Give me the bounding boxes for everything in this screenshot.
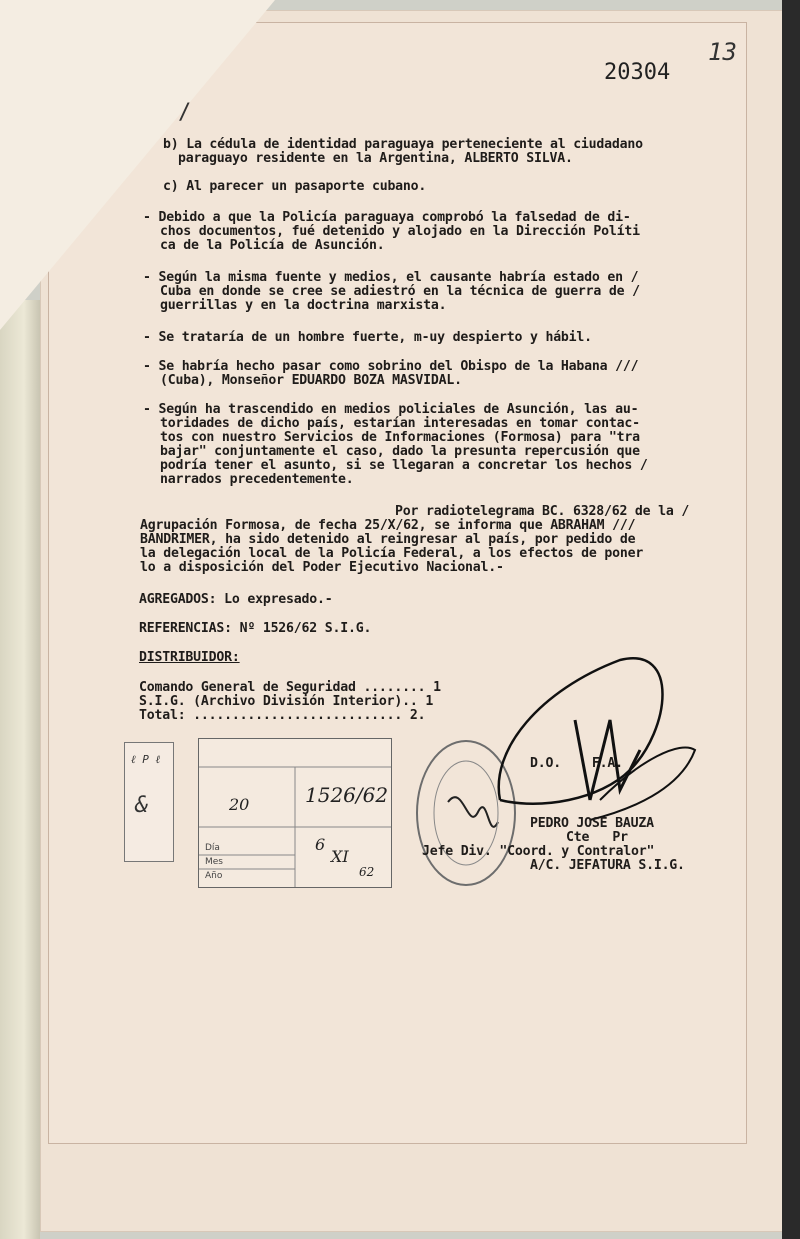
document-number: 20304	[604, 60, 671, 85]
paragraph-line: Por radiotelegrama BC. 6328/62 de la /	[395, 504, 690, 519]
item-c-line: c) Al parecer un pasaporte cubano.	[163, 179, 427, 194]
paragraph-line: - Se habría hecho pasar como sobrino del Obispo de la Habana ///	[143, 359, 639, 374]
stamp-month: XI	[331, 847, 349, 866]
paragraph-line: podría tener el asunto, si se llegaran a concretar los hechos /	[160, 458, 648, 473]
distribuidor-heading: DISTRIBUIDOR:	[139, 650, 240, 665]
distribution-line: S.I.G. (Archivo División Interior).. 1	[139, 694, 434, 709]
handwritten-signature	[480, 650, 700, 830]
signer-role: Jefe Div. "Coord. y Contralor"	[422, 844, 655, 859]
paragraph-line: - Según ha trascendido en medios policiales de Asunción, las au-	[143, 402, 639, 417]
item-b-line: paraguayo residente en la Argentina, ALBERTO SILVA.	[178, 151, 573, 166]
paragraph-line: - Según la misma fuente y medios, el causante habría estado en /	[143, 270, 639, 285]
stamp-year: 62	[359, 865, 375, 879]
paragraph-line: lo a disposición del Poder Ejecutivo Nacional.-	[140, 560, 504, 575]
paragraph-line: ca de la Policía de Asunción.	[160, 238, 385, 253]
agregados-line: AGREGADOS: Lo expresado.-	[139, 592, 333, 607]
referencias-line: REFERENCIAS: Nº 1526/62 S.I.G.	[139, 621, 372, 636]
signer-rank: Cte Pr	[566, 830, 628, 845]
left-stamp: ℓ P ℓ &	[124, 742, 174, 862]
distribution-line: Comando General de Seguridad ........ 1	[139, 680, 441, 695]
paragraph-line: (Cuba), Monseñor EDUARDO BOZA MASVIDAL.	[160, 373, 462, 388]
paragraph-line: tos con nuestro Servicios de Informaciones (Formosa) para "tra	[160, 430, 640, 445]
paragraph-line: la delegación local de la Policía Federal, a los efectos de poner	[140, 546, 644, 561]
paragraph-line: bajar" conjuntamente el caso, dado la presunta repercusión que	[160, 444, 640, 459]
folio-number: 13	[708, 38, 737, 66]
stamp-count: 20	[229, 795, 250, 814]
stamp-month-label: Mes	[205, 857, 223, 867]
stamp-number: 1526/62	[305, 783, 389, 807]
paragraph-line: Cuba en donde se cree se adiestró en la técnica de guerra de /	[160, 284, 640, 299]
stamp-day: 6	[315, 835, 326, 854]
scan-edge	[782, 0, 800, 1239]
pen-mark: /	[178, 100, 192, 125]
signer-name: PEDRO JOSE BAUZA	[530, 816, 654, 831]
stamp-year-label: Año	[205, 871, 223, 881]
item-b-line: b) La cédula de identidad paraguaya perteneciente al ciudadano	[163, 137, 643, 152]
stamp-day-label: Día	[205, 843, 220, 853]
paragraph-line: toridades de dicho país, estarían interesadas en tomar contac-	[160, 416, 640, 431]
paragraph-line: chos documentos, fué detenido y alojado en la Dirección Políti	[160, 224, 640, 239]
paragraph-line: Agrupación Formosa, de fecha 25/X/62, se informa que ABRAHAM ///	[140, 518, 636, 533]
initials-line: D.O. F.A.	[530, 756, 623, 771]
paragraph-line: guerrillas y en la doctrina marxista.	[160, 298, 447, 313]
paragraph-line: BANDRIMER, ha sido detenido al reingresar al país, por pedido de	[140, 532, 636, 547]
paragraph-line: - Debido a que la Policía paraguaya comprobó la falsedad de di-	[143, 210, 631, 225]
distribution-line: Total: ........................... 2.	[139, 708, 426, 723]
binder-edge	[0, 300, 40, 1239]
registry-stamp	[198, 738, 392, 888]
paragraph-line: narrados precedentemente.	[160, 472, 354, 487]
paragraph-line: - Se trataría de un hombre fuerte, m-uy despierto y hábil.	[143, 330, 592, 345]
stamp-grid	[199, 739, 391, 887]
signer-office: A/C. JEFATURA S.I.G.	[530, 858, 685, 873]
